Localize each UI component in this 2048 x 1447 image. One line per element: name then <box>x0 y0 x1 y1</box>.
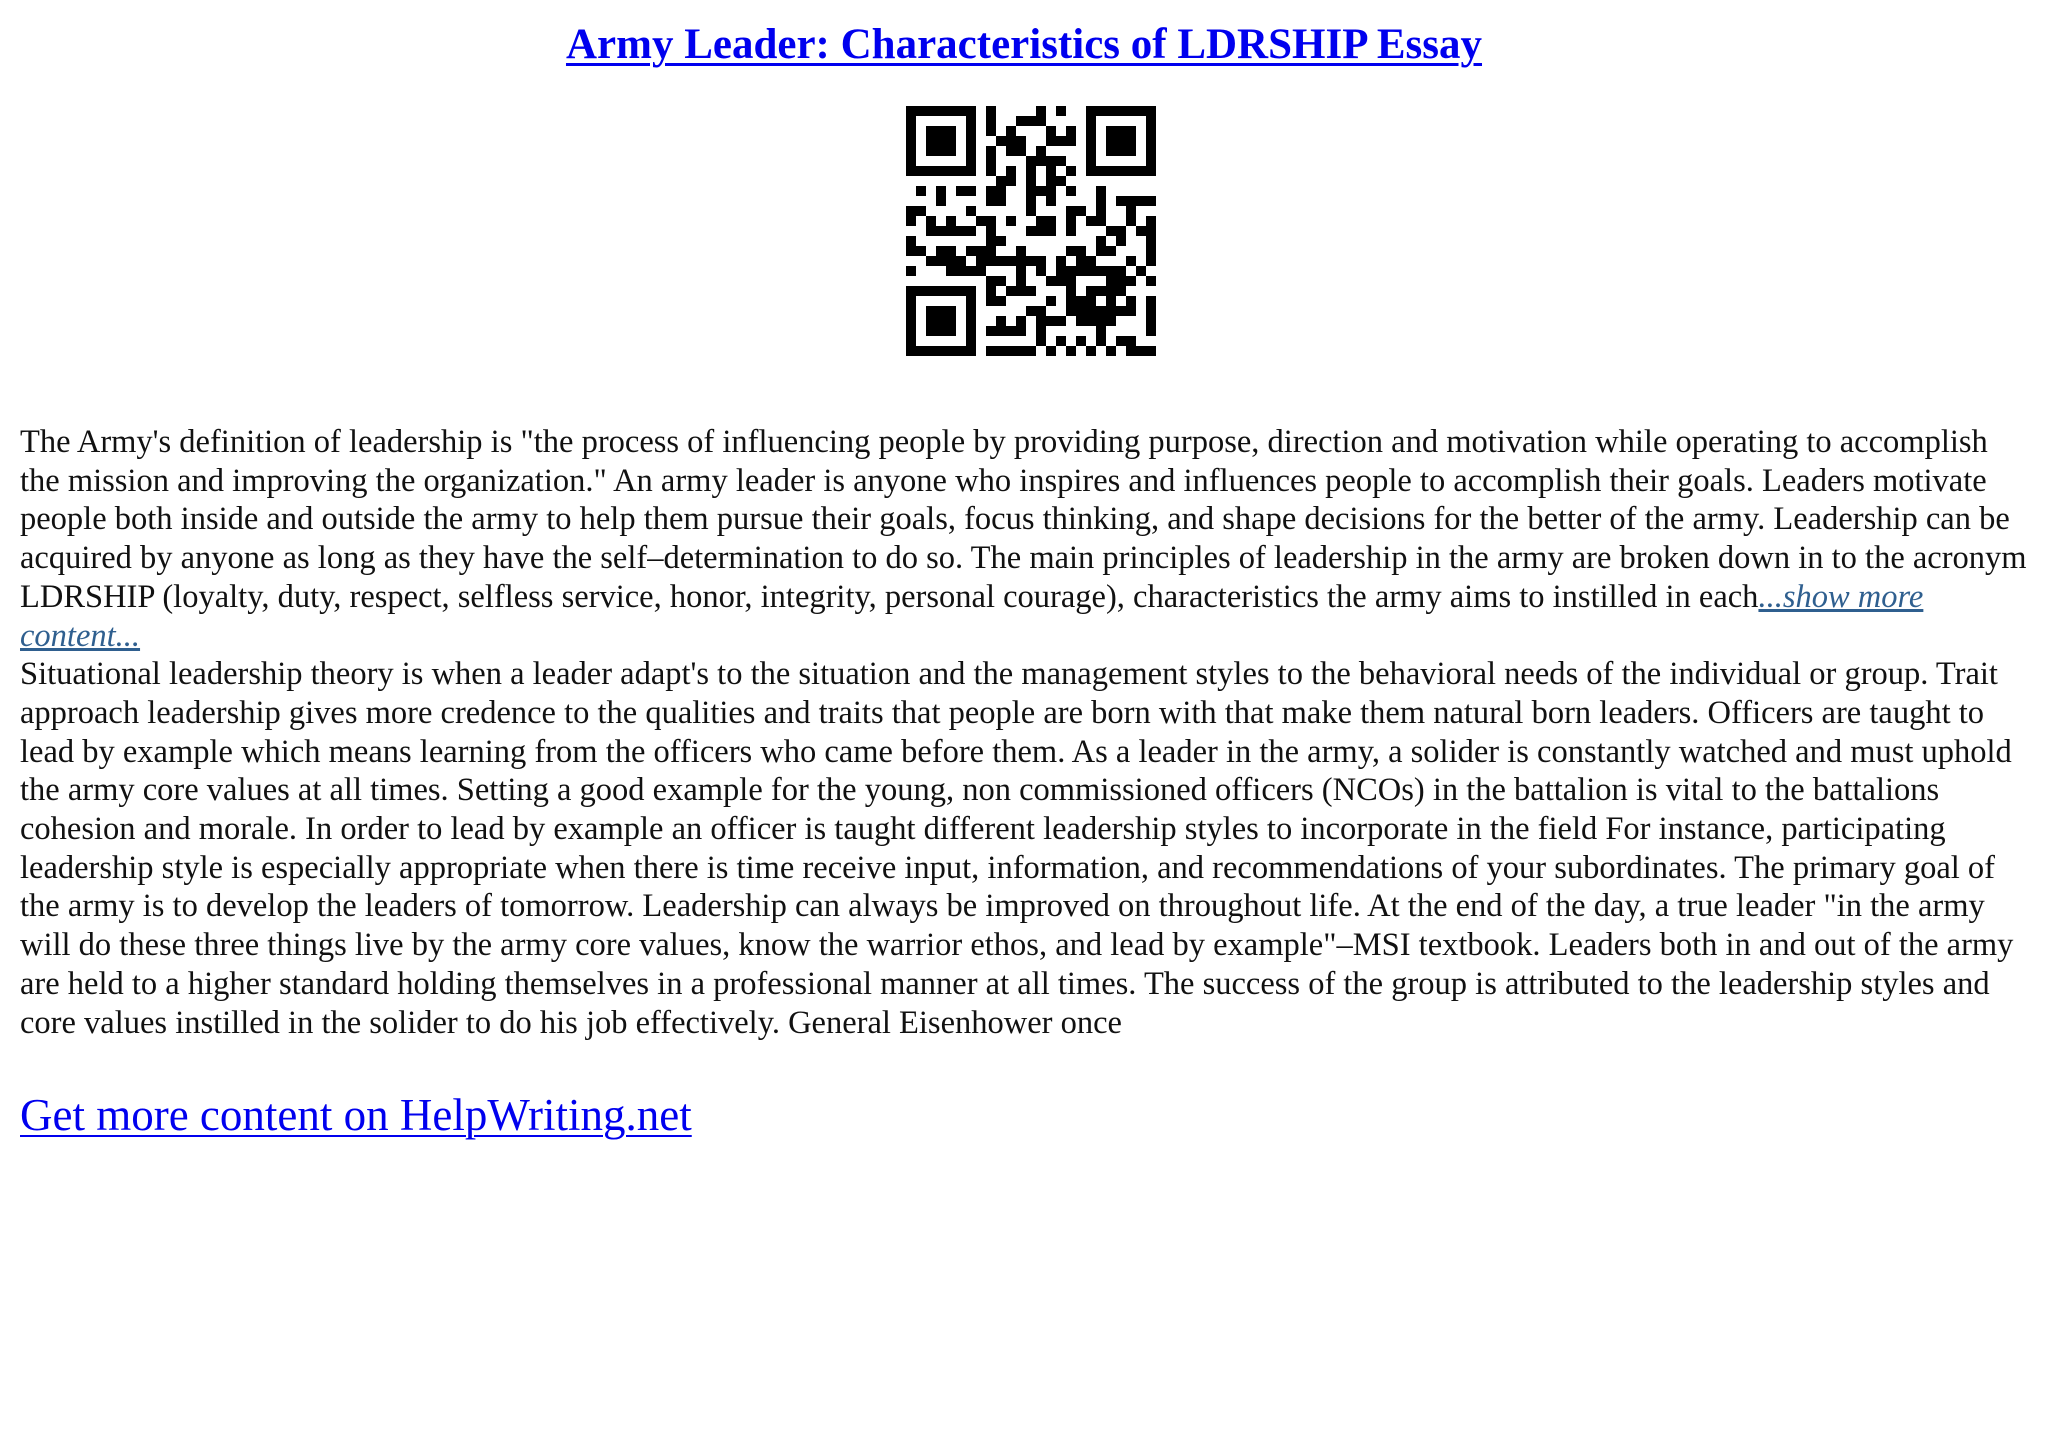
get-more-content-link[interactable]: Get more content on HelpWriting.net <box>20 1090 692 1140</box>
title-link[interactable]: Army Leader: Characteristics of LDRSHIP Essay <box>565 21 1483 68</box>
qr-code-icon <box>906 106 1156 356</box>
show-more-link[interactable]: ...show more content... <box>20 578 1924 654</box>
essay-body <box>20 423 2030 1042</box>
footer <box>20 1088 692 1142</box>
essay-paragraph <box>20 423 2030 655</box>
essay-paragraph-2-text: Situational leadership theory is when a leader adapt's to the situation and the management styles to the behavioral needs of the individual or group. Trait approach leadership gives more credence to the qualities and traits that people are born with that make them natural born leaders. Officers are taught to lead by example which means learning from the officers who came before them. As a leader in the army, a solider is constantly watched and must uphold the army core values at all times. Setting a good example for the young, non commissioned officers (NCOs) in the battalion is vital to the battalions cohesion and morale. In order to lead by example an officer is taught different leadership styles to incorporate in the field For instance, participating leadership style is especially appropriate when there is time receive input, information, and recommendations of your subordinates. The primary goal of the army is to develop the leaders of tomorrow. Leadership can always be improved on throughout life. At the end of the day, a true leader "in the army will do these three things live by the army core values, know the warrior ethos, and lead by example"–MSI textbook. Leaders both in and out of the army are held to a higher standard holding themselves in a professional manner at all times. The success of the group is attributed to the leadership styles and core values instilled in the solider to do his job effectively. General Eisenhower once <box>20 656 2014 1041</box>
essay-paragraph-1-text: The Army's definition of leadership is "the process of influencing people by providing purpose, direction and motivation while operating to accomplish the mission and improving the organization." An army leader is anyone who inspires and influences people to accomplish their goals. Leaders motivate people both inside and outside the army to help them pursue their goals, focus thinking, and shape decisions for the better of the army. Leadership can be acquired by anyone as long as they have the self–determination to do so. The main principles of leadership in the army are broken down in to the acronym LDRSHIP (loyalty, duty, respect, selfless service, honor, integrity, personal courage), characteristics the army aims to instilled in each <box>20 424 2027 615</box>
page-title <box>0 18 2048 72</box>
